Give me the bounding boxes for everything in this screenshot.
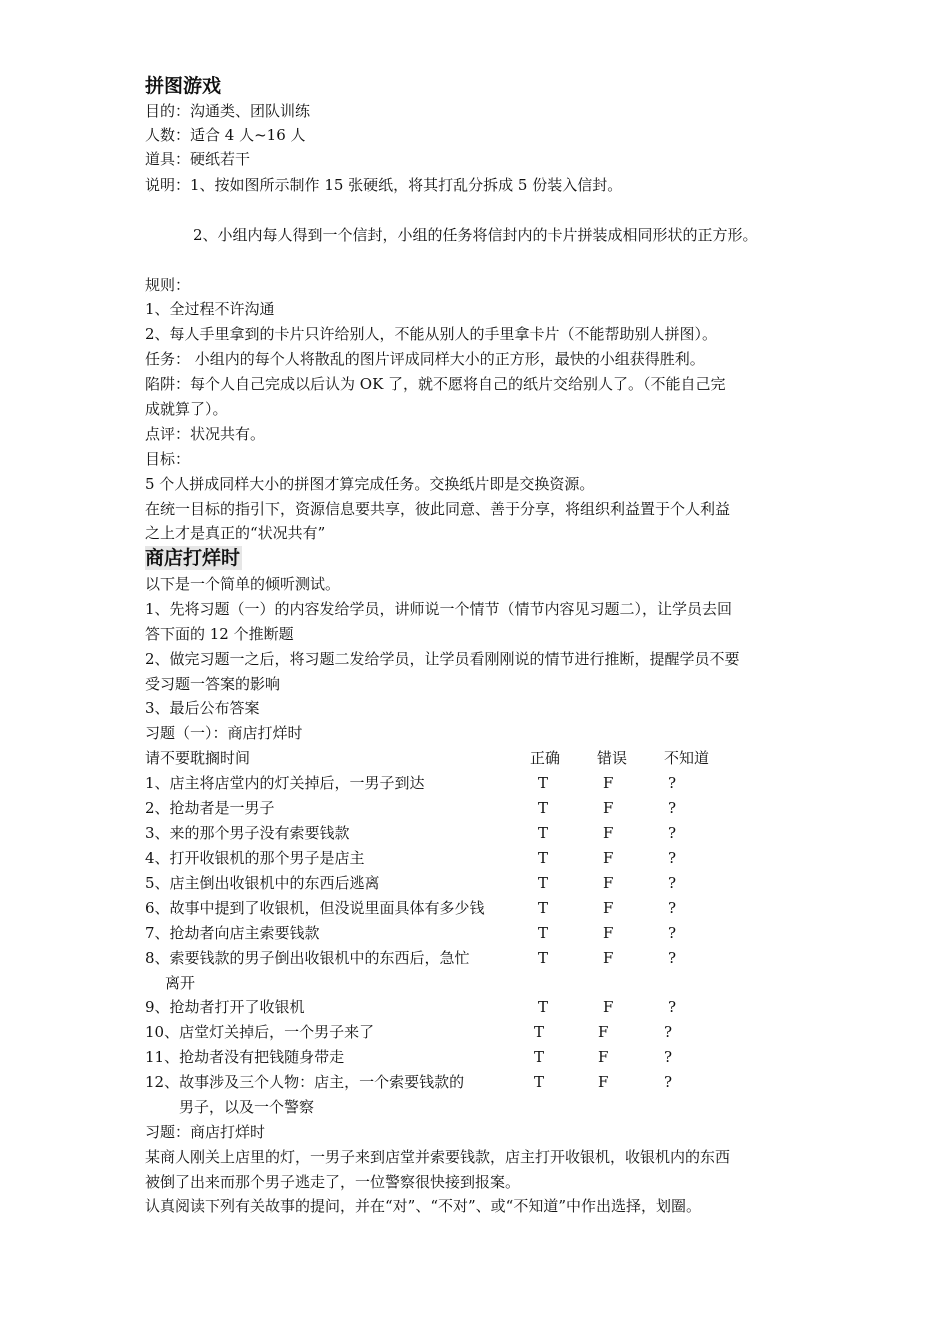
answer-true: T: [538, 849, 549, 867]
quiz-item-text: 6、故事中提到了收银机，但没说里面具体有多少钱: [145, 899, 485, 917]
answer-true: T: [538, 799, 549, 817]
answer-unknown: ?: [668, 924, 677, 942]
quiz-intro: 请不要耽搁时间: [145, 749, 251, 767]
answer-true: T: [538, 874, 549, 892]
quiz-item-text: 8、索要钱款的男子倒出收银机中的东西后，急忙: [145, 949, 470, 967]
answer-true: T: [538, 924, 549, 942]
answer-unknown: ?: [668, 998, 677, 1016]
column-unknown: 不知道: [664, 749, 710, 767]
quiz-item-text: 5、店主倒出收银机中的东西后逃离: [145, 874, 380, 892]
answer-true: T: [534, 1048, 545, 1066]
answer-false: F: [603, 998, 614, 1016]
goal-line-1: 5 个人拼成同样大小的拼图才算完成任务。交换纸片即是交换资源。: [145, 475, 595, 493]
answer-unknown: ?: [664, 1023, 673, 1041]
quiz-item-text: 9、抢劫者打开了收银机: [145, 998, 305, 1016]
column-wrong: 错误: [597, 749, 628, 767]
answer-unknown: ?: [668, 824, 677, 842]
answer-false: F: [603, 874, 614, 892]
step-2-line-2: 受习题一答案的影响: [145, 675, 281, 693]
answer-unknown: ?: [668, 874, 677, 892]
answer-true: T: [538, 774, 549, 792]
answer-false: F: [603, 824, 614, 842]
answer-false: F: [598, 1073, 609, 1091]
answer-unknown: ?: [664, 1073, 673, 1091]
step-1-line-2: 答下面的 12 个推断题: [145, 625, 294, 643]
answer-false: F: [603, 949, 614, 967]
goal-heading: 目标：: [145, 450, 191, 468]
rule-1: 1、全过程不许沟通: [145, 300, 275, 318]
trap-line-1: 陷阱：每个人自己完成以后认为 OK 了，就不愿将自己的纸片交给别人了。（不能自己完: [145, 375, 726, 393]
section-title-puzzle: 拼图游戏: [145, 75, 222, 97]
answer-false: F: [603, 774, 614, 792]
quiz-item-text: 4、打开收银机的那个男子是店主: [145, 849, 365, 867]
answer-unknown: ?: [668, 949, 677, 967]
exercise-2-title: 习题：商店打烊时: [145, 1123, 266, 1141]
trap-line-2: 成就算了）。: [145, 400, 228, 418]
answer-false: F: [603, 899, 614, 917]
answer-unknown: ?: [668, 799, 677, 817]
answer-unknown: ?: [668, 899, 677, 917]
answer-unknown: ?: [668, 774, 677, 792]
answer-true: T: [538, 824, 549, 842]
exercise-1-title: 习题（一）：商店打烊时: [145, 724, 303, 742]
step-1-line-1: 1、先将习题（一）的内容发给学员，讲师说一个情节（情节内容见习题二），让学员去回: [145, 600, 733, 618]
quiz-item-continuation: 男子，以及一个警察: [179, 1098, 315, 1116]
instruction-line-1: 说明：1、按如图所示制作 15 张硬纸，将其打乱分拆成 5 份装入信封。: [145, 176, 623, 194]
goal-line-2: 在统一目标的指引下，资源信息要共享，彼此同意、善于分享，将组织利益置于个人利益: [145, 500, 731, 518]
rule-2: 2、每人手里拿到的卡片只许给别人，不能从别人的手里拿卡片（不能帮助别人拼图）。: [145, 325, 718, 343]
quiz-item-text: 11、抢劫者没有把钱随身带走: [145, 1048, 345, 1066]
step-3-line: 3、最后公布答案: [145, 699, 260, 717]
answer-true: T: [538, 899, 549, 917]
story-line-2: 被倒了出来而那个男子逃走了，一位警察很快接到报案。: [145, 1173, 521, 1191]
props-line: 道具：硬纸若干: [145, 150, 251, 168]
rules-heading: 规则：: [145, 276, 191, 294]
story-instruction: 认真阅读下列有关故事的提问，并在“对”、“不对”、或“不知道”中作出选择，划圈。: [145, 1197, 702, 1215]
task-line: 任务： 小组内的每个人将散乱的图片评成同样大小的正方形，最快的小组获得胜利。: [145, 350, 705, 368]
quiz-item-text: 1、店主将店堂内的灯关掉后，一男子到达: [145, 774, 425, 792]
quiz-item-text: 7、抢劫者向店主索要钱款: [145, 924, 320, 942]
answer-false: F: [603, 799, 614, 817]
quiz-item-text: 2、抢劫者是一男子: [145, 799, 275, 817]
instruction-line-2: 2、小组内每人得到一个信封，小组的任务将信封内的卡片拼装成相同形状的正方形。: [193, 226, 758, 244]
answer-unknown: ?: [668, 849, 677, 867]
quiz-item-text: 12、故事涉及三个人物：店主，一个索要钱款的: [145, 1073, 465, 1091]
comment-line: 点评：状况共有。: [145, 425, 266, 443]
goal-line-3: 之上才是真正的“状况共有”: [145, 524, 326, 542]
answer-true: T: [534, 1023, 545, 1041]
quiz-item-text: 3、来的那个男子没有索要钱款: [145, 824, 350, 842]
answer-false: F: [603, 924, 614, 942]
section-title-store: 商店打烊时: [145, 547, 241, 569]
answer-false: F: [598, 1048, 609, 1066]
story-line-1: 某商人刚关上店里的灯，一男子来到店堂并索要钱款，店主打开收银机，收银机内的东西: [145, 1148, 731, 1166]
quiz-item-text: 10、店堂灯关掉后，一个男子来了: [145, 1023, 375, 1041]
step-2-line-1: 2、做完习题一之后，将习题二发给学员，让学员看刚刚说的情节进行推断，提醒学员不要: [145, 650, 740, 668]
answer-false: F: [603, 849, 614, 867]
participants-line: 人数：适合 4 人~16 人: [145, 126, 306, 144]
answer-false: F: [598, 1023, 609, 1041]
answer-true: T: [538, 949, 549, 967]
purpose-line: 目的：沟通类、团队训练: [145, 102, 311, 120]
answer-true: T: [534, 1073, 545, 1091]
quiz-item-continuation: 离开: [165, 974, 196, 992]
intro-line: 以下是一个简单的倾听测试。: [145, 575, 341, 593]
column-correct: 正确: [530, 749, 561, 767]
answer-unknown: ?: [664, 1048, 673, 1066]
answer-true: T: [538, 998, 549, 1016]
